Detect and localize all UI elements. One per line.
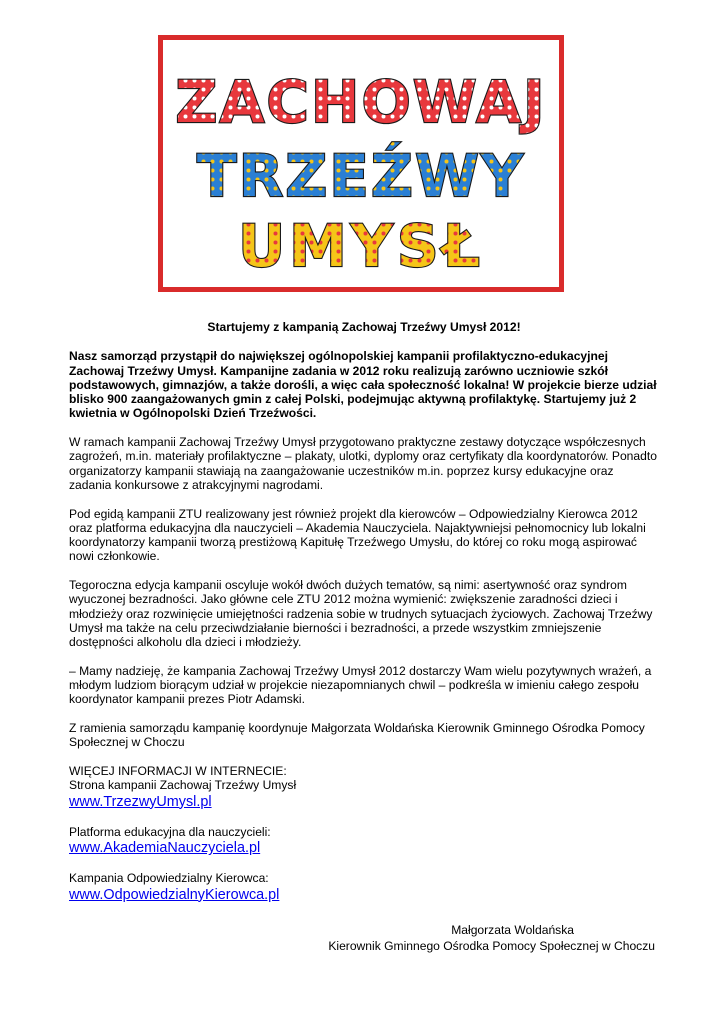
link-label: Kampania Odpowiedzialny Kierowca:: [69, 871, 269, 886]
link-odpowiedzialny-kierowca[interactable]: www.OdpowiedzialnyKierowca.pl: [69, 886, 280, 903]
more-info-heading: WIĘCEJ INFORMACJI W INTERNECIE:: [69, 763, 287, 778]
signature-name: Małgorzata Woldańska: [451, 923, 574, 937]
signature-block: [328, 922, 655, 954]
paragraph: W ramach kampanii Zachowaj Trzeźwy Umysł przygotowano praktyczne zestawy dotyczące współczesnych zagrożeń, m.in. materiały profilaktyczne – plakaty, ulotki, dyplomy oraz certyfikaty dla koordynatorów. Ponadto organizatorzy kampanii stawiają na zaangażowanie uczestników m.in. poprzez kursy edukacyjne oraz zadania konkursowe z atrakcyjnymi nagrodami.: [69, 435, 657, 492]
paragraph: – Mamy nadzieję, że kampania Zachowaj Trzeźwy Umysł 2012 dostarczy Wam wielu pozytywnych wrażeń, a młodym ludziom biorącym udział w projekcie niezapomnianych chwil – podkreśla w imieniu całego zespołu koordynator kampanii prezes Piotr Adamski.: [69, 663, 652, 707]
signature-position: Kierownik Gminnego Ośrodka Pomocy Społecznej w Choczu: [328, 939, 655, 953]
document-body: [69, 320, 659, 904]
campaign-logo-lettering: [163, 40, 559, 287]
link-akademia-nauczyciela[interactable]: www.AkademiaNauczyciela.pl: [69, 840, 261, 857]
more-info-section: [69, 764, 659, 904]
link-label: Strona kampanii Zachowaj Trzeźwy Umysł: [69, 778, 297, 793]
paragraph: Tegoroczna edycja kampanii oscyluje wokół dwóch dużych tematów, są nimi: asertywność oraz syndrom wyuczonej bezradności. Jako główne cele ZTU 2012 można wymienić: zwiększenie zaradności dzieci i młodzieży oraz rozwinięcie umiejętności radzenia sobie w trudnych sytuacjach życiowych. Zachowaj Trzeźwy Umysł ma także na celu przeciwdziałanie bierności i bezradności, a przede wszystkim zmniejszenie dostępności alkoholu dla dzieci i młodzieży.: [69, 578, 653, 650]
paragraph: Pod egidą kampanii ZTU realizowany jest również projekt dla kierowców – Odpowiedzialny Kierowca 2012 oraz platforma edukacyjna dla nauczycieli – Akademia Nauczyciela. Najaktywniejsi pełnomocnicy lub lokalni koordynatorzy kampanii tworzą prestiżową Kapitułę Trzeźwego Umysłu, do której co roku mogą aspirować nowi członkowie.: [69, 506, 646, 564]
campaign-logo: [158, 35, 564, 292]
link-trzezwy-umysl[interactable]: www.TrzezwyUmysl.pl: [69, 793, 212, 810]
document-title: Startujemy z kampanią Zachowaj Trzeźwy Umysł 2012!: [207, 320, 521, 334]
link-label: Platforma edukacyjna dla nauczycieli:: [69, 824, 271, 839]
logo-line-1: ZACHOWAJ: [175, 68, 547, 136]
intro-paragraph: Nasz samorząd przystąpił do największej ogólnopolskiej kampanii profilaktyczno-edukacyjnej Zachowaj Trzeźwy Umysł. Kampanijne zadania w 2012 roku realizują zarówno uczniowie szkół podstawowych, gimnazjów, a także dorośli, a więc cała społeczność lokalna! W projekcie bierze udział blisko 900 zaangażowanych gmin z całej Polski, podejmując aktywną profilaktykę. Startujemy już 2 kwietnia w Ogólnopolski Dzień Trzeźwości.: [69, 349, 657, 421]
logo-line-2: TRZEŹWY: [197, 142, 525, 210]
logo-line-3: UMYSŁ: [238, 212, 484, 280]
paragraph: Z ramienia samorządu kampanię koordynuje Małgorzata Woldańska Kierownik Gminnego Ośrodka Pomocy Społecznej w Choczu: [69, 721, 645, 750]
